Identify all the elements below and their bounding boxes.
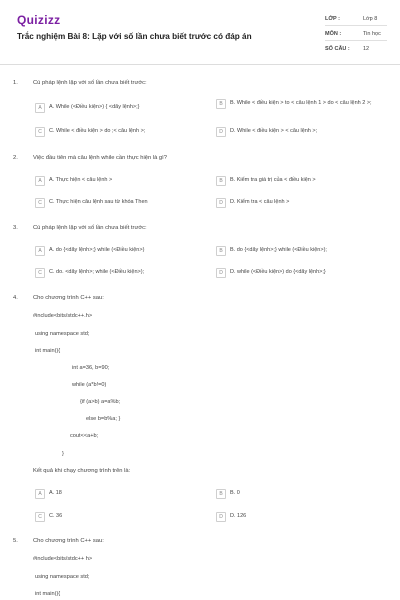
meta-divider [325, 25, 387, 26]
option-b[interactable] [216, 247, 327, 256]
option-b[interactable] [216, 177, 316, 186]
meta-value: Lớp 8 [363, 16, 378, 22]
option-c[interactable] [35, 199, 148, 208]
option-letter-box: B [216, 99, 226, 109]
quiz-title: Trắc nghiệm Bài 8: Lặp với số lần chưa biết trước có đáp án [17, 32, 252, 41]
meta-divider [325, 40, 387, 41]
option-letter-box: C [35, 512, 45, 522]
code-line: else b=b%a; } [86, 416, 121, 422]
code-line: cout<<a+b; [70, 433, 99, 439]
option-a[interactable] [35, 247, 144, 256]
option-text: C. Thực hiện câu lệnh sau từ khóa Then [49, 199, 148, 205]
option-b[interactable] [216, 490, 240, 499]
option-text: A. Thực hiện < câu lệnh > [49, 177, 113, 183]
question-number: 3. [13, 225, 18, 231]
option-letter-box: A [35, 246, 45, 256]
option-text: C. While < điều kiện > do ;< câu lệnh >; [49, 128, 146, 134]
option-text: D. 126 [230, 513, 247, 519]
option-letter-box: A [35, 176, 45, 186]
option-a[interactable] [35, 177, 112, 186]
option-text: C. do. <dãy lệnh>; while (<Điều kiện>); [49, 269, 145, 275]
option-text: D. Kiểm tra < câu lệnh > [230, 199, 290, 205]
meta-value: Tin học [363, 31, 381, 37]
code-line: } [62, 451, 64, 457]
worksheet-header [0, 0, 400, 65]
code-line: int main(){ [35, 591, 61, 597]
option-text: A. do {<dãy lệnh>;} while (<Điều kiện>) [49, 247, 145, 253]
option-text: A. 18 [49, 490, 62, 496]
option-letter-box: C [35, 198, 45, 208]
option-a[interactable] [35, 490, 62, 499]
option-text: B. Kiểm tra giá trị của < điều kiện > [230, 177, 316, 183]
option-letter-box: A [35, 489, 45, 499]
option-text: A. While (<Điều kiện>) { <dãy lệnh>;} [49, 104, 140, 110]
option-a[interactable] [35, 104, 140, 113]
option-c[interactable] [35, 513, 62, 522]
option-letter-box: B [216, 176, 226, 186]
option-letter-box: D [216, 512, 226, 522]
meta-value: 12 [363, 46, 370, 52]
option-text: D. While < điều kiện > < câu lệnh >; [230, 128, 318, 134]
option-text: C. 36 [49, 513, 63, 519]
quizizz-logo: Quizizz [17, 13, 61, 27]
question-text: Cho chương trình C++ sau: [33, 538, 104, 544]
option-letter-box: B [216, 489, 226, 499]
option-letter-box: D [216, 268, 226, 278]
code-line: while (a*b!=0) [72, 382, 107, 388]
question-text: Cú pháp lệnh lặp với số lần chưa biết trước: [33, 225, 147, 231]
option-text: B. 0 [230, 490, 240, 496]
meta-label: SỐ CÂU : [325, 46, 350, 52]
code-line: int a=36, b=90; [72, 365, 110, 371]
option-d[interactable] [216, 199, 289, 208]
question-text: Cho chương trình C++ sau: [33, 295, 104, 301]
option-c[interactable] [35, 269, 144, 278]
option-letter-box: D [216, 198, 226, 208]
meta-label: LỚP : [325, 16, 340, 22]
question-number: 2. [13, 155, 18, 161]
question-prompt: Kết quả khi chạy chương trình trên là: [33, 468, 131, 474]
code-line: using namespace std; [35, 331, 90, 337]
option-d[interactable] [216, 513, 246, 522]
option-text: B. do {<dãy lệnh>;} while (<Điều kiện>); [230, 247, 327, 253]
code-line: #include<bits/stdc++ h> [33, 556, 93, 562]
option-text: D. while (<Điều kiện>) do {<dãy lệnh>;} [230, 269, 326, 275]
question-number: 4. [13, 295, 18, 301]
code-line: {if (a>b) a=a%b; [80, 399, 121, 405]
question-text: Cú pháp lệnh lặp với số lần chưa biết trước: [33, 80, 147, 86]
code-line: #include<bits/stdc++.h> [33, 313, 93, 319]
option-letter-box: C [35, 127, 45, 137]
question-number: 1. [13, 80, 18, 86]
option-letter-box: D [216, 127, 226, 137]
option-letter-box: C [35, 268, 45, 278]
option-d[interactable] [216, 128, 317, 137]
option-letter-box: B [216, 246, 226, 256]
option-d[interactable] [216, 269, 326, 278]
option-b[interactable] [216, 100, 372, 109]
question-text: Việc đầu tiên mà câu lệnh while cần thực hiện là gì? [33, 155, 167, 161]
meta-label: MÔN : [325, 31, 342, 37]
option-letter-box: A [35, 103, 45, 113]
option-text: B. While < điều kiện > to < câu lệnh 1 > do < câu lệnh 2 >; [230, 100, 372, 106]
code-line: using namespace std; [35, 574, 90, 580]
option-c[interactable] [35, 128, 145, 137]
code-line: int main(){ [35, 348, 61, 354]
question-number: 5. [13, 538, 18, 544]
